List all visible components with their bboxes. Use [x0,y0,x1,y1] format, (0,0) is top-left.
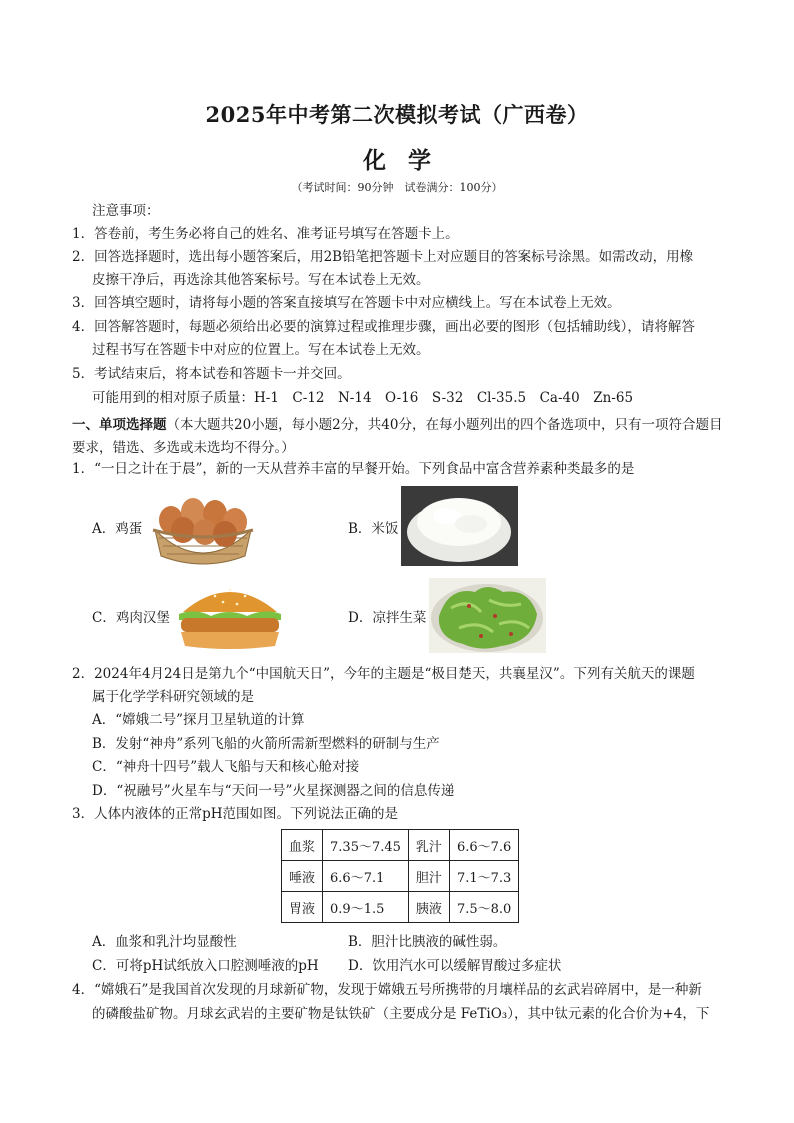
q1-option-a: A．鸡蛋 [92,521,143,537]
rice-bowl-image [401,486,518,566]
table-cell: 7.1～7.3 [449,861,518,892]
q3-stem: 3．人体内液体的正常pH范围如图。下列说法正确的是 [72,806,399,822]
table-cell: 7.35～7.45 [323,830,409,861]
lettuce-salad-image [429,578,546,653]
section-1-title: 一、单项选择题 [72,417,167,433]
q2-stem-line1: 2．2024年4月24日是第九个“中国航天日”，今年的主题是“极目楚天，共襄星汉”。下列有关航天的课题 [72,666,695,682]
q2-stem-line2: 属于化学学科研究领域的是 [92,689,254,705]
note-item-2: 2．回答选择题时，选出每小题答案后，用2B铅笔把答题卡上对应题目的答案标号涂黑。如需改动，用橡 [72,249,694,265]
note-item-4-cont: 过程书写在答题卡中对应的位置上。写在本试卷上无效。 [92,342,430,358]
note-item-3: 3．回答填空题时，请将每小题的答案直接填写在答题卡中对应横线上。写在本试卷上无效。 [72,295,621,311]
q2-option-d: D．“祝融号”火星车与“天问一号”火星探测器之间的信息传递 [92,783,455,799]
q1-stem: 1．“一日之计在于晨”，新的一天从营养丰富的早餐开始。下列食品中富含营养素种类最多的是 [72,461,635,477]
q2-option-a: A．“嫦娥二号”探月卫星轨道的计算 [92,712,305,728]
ph-range-table [281,829,519,923]
table-cell: 6.6～7.1 [323,861,409,892]
chicken-burger-image [175,578,285,653]
table-cell: 乳汁 [408,830,449,861]
table-cell: 胃液 [282,892,323,923]
q4-stem-line2: 的磷酸盐矿物。月球玄武岩的主要矿物是钛铁矿（主要成分是 FeTiO₃），其中钛元素的化合价为+4，下 [92,1006,710,1022]
q4-stem-line1: 4．“嫦娥石”是我国首次发现的月球新矿物，发现于嫦娥五号所携带的月壤样品的玄武岩碎屑中，是一种新 [72,982,702,998]
subject-title: 化学 [363,147,453,174]
note-item-2-cont: 皮擦干净后，再选涂其他答案标号。写在本试卷上无效。 [92,272,430,288]
q2-option-c: C．“神舟十四号”载人飞船与天和核心舱对接 [92,759,360,775]
exam-time-info: （考试时间：90分钟 试卷满分：100分） [291,181,503,194]
note-item-1: 1．答卷前，考生务必将自己的姓名、准考证号填写在答题卡上。 [72,226,459,242]
notes-heading: 注意事项： [92,203,160,219]
note-item-4: 4．回答解答题时，每题必须给出必要的演算过程或推理步骤，画出必要的图形（包括辅助线），请将解答 [72,319,695,335]
atomic-masses: 可能用到的相对原子质量：H-1 C-12 N-14 O-16 S-32 Cl-35.5 Ca-40 Zn-65 [92,390,634,406]
section-1-intro [72,414,727,460]
q3-option-c: C．可将pH试纸放入口腔测唾液的pH [92,958,319,974]
table-cell: 6.6～7.6 [449,830,518,861]
table-cell: 血浆 [282,830,323,861]
table-cell: 7.5～8.0 [449,892,518,923]
q1-option-c: C．鸡肉汉堡 [92,610,170,626]
table-cell: 胆汁 [408,861,449,892]
q2-option-b: B．发射“神舟”系列飞船的火箭所需新型燃料的研制与生产 [92,736,440,752]
table-row [282,892,519,923]
q3-option-d: D．饮用汽水可以缓解胃酸过多症状 [348,958,562,974]
table-cell: 胰液 [408,892,449,923]
eggs-basket-image [145,486,261,568]
note-item-5: 5．考试结束后，将本试卷和答题卡一并交回。 [72,366,351,382]
q1-option-b: B．米饭 [348,521,399,537]
q3-option-a: A．血浆和乳汁均显酸性 [92,934,237,950]
table-cell: 0.9～1.5 [323,892,409,923]
table-row [282,861,519,892]
table-row [282,830,519,861]
q1-option-d: D．凉拌生菜 [348,610,427,626]
section-1-desc: （本大题共20小题，每小题2分，共40分，在每小题列出的四个备选项中，只有一项符合题目要求，错选、多选或未选均不得分。） [72,417,723,456]
table-cell: 唾液 [282,861,323,892]
exam-title: 2025年中考第二次模拟考试（广西卷） [205,102,589,127]
q3-option-b: B．胆汁比胰液的碱性弱。 [348,934,507,950]
